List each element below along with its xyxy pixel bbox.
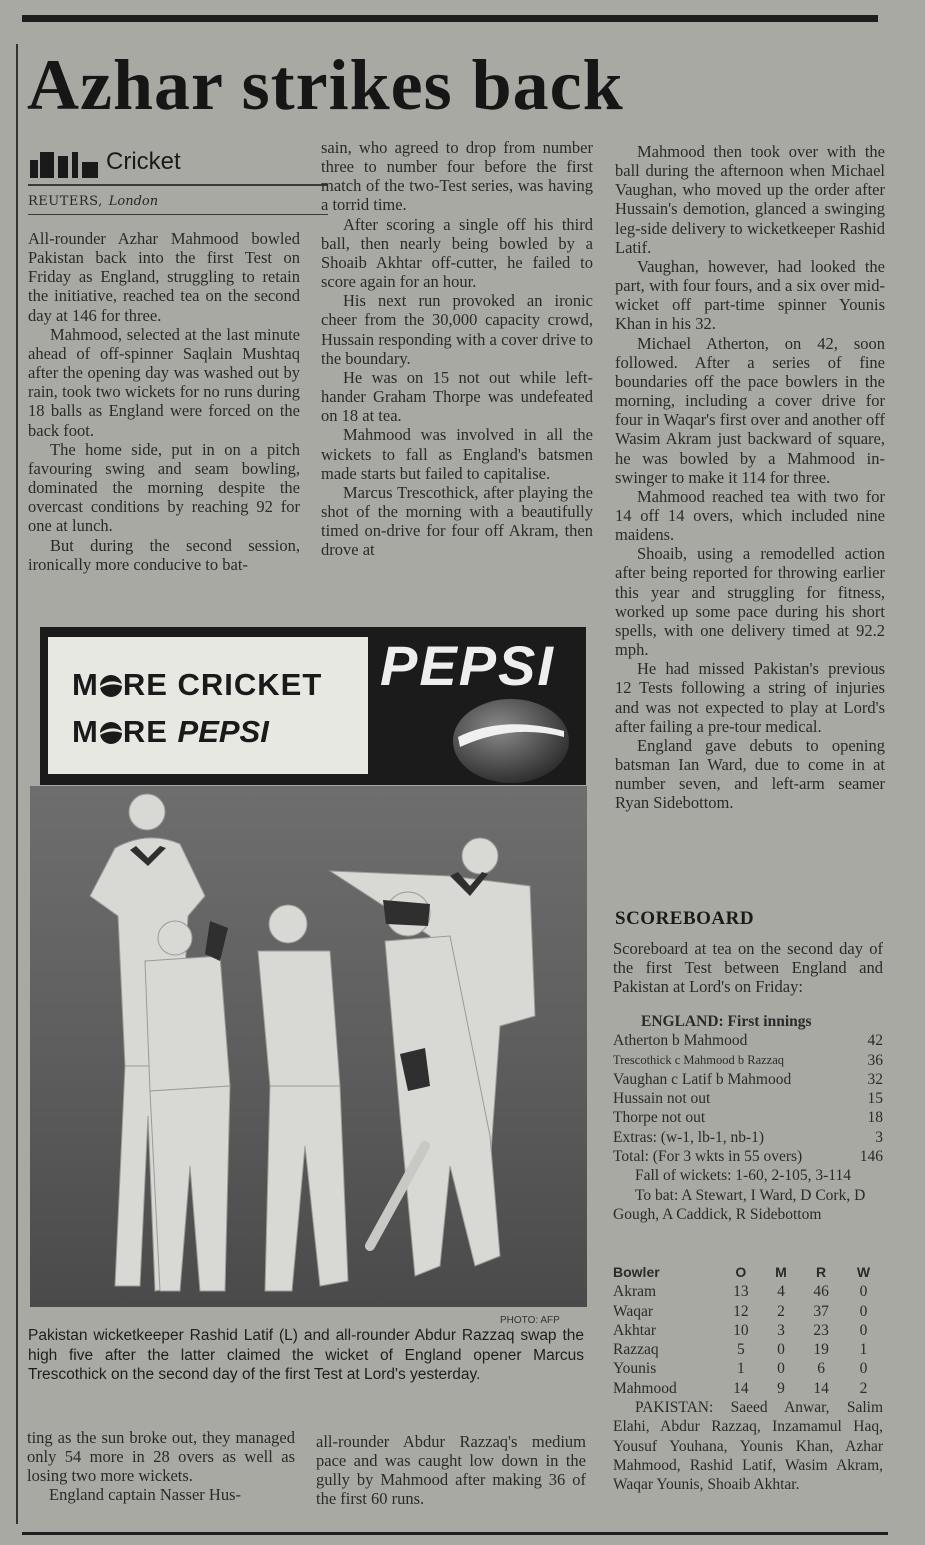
article-paragraph: Mahmood was involved in all the wickets to fall as England's batsmen made starts but failed to capitalise. [321, 425, 593, 483]
article-paragraph: all-rounder Abdur Razzaq's medium pace and was caught low down in the gully by Mahmood after making 36 of the first 60 runs. [316, 1432, 586, 1509]
batting-row: Vaughan c Latif b Mahmood 32 [613, 1070, 883, 1088]
batting-row: Hussain not out 15 [613, 1090, 883, 1108]
headline: Azhar strikes back [27, 45, 624, 125]
batting-row: Thorpe not out 18 [613, 1109, 883, 1127]
bowling-row: Younis 1 0 6 0 [613, 1360, 868, 1378]
match-photo [30, 786, 587, 1307]
article-paragraph: Shoaib, using a remodelled action after being reported for throwing earlier this year and struggling for fitness, worked up some pace during his short spells, with one delivery timed at 92.2 mph. [615, 544, 885, 660]
batting-row: Trescothick c Mahmood b Razzaq 36 [613, 1051, 883, 1069]
bowling-row: Razzaq 5 0 19 1 [613, 1341, 868, 1359]
article-paragraph: He had missed Pakistan's previous 12 Tests following a string of injuries and was not expected to play at Lord's after failing a pre-tour medical. [615, 659, 885, 736]
bottom-rule [22, 1532, 888, 1535]
pepsi-advert [40, 627, 586, 785]
article-column-2 [321, 138, 593, 559]
bowling-row: Akhtar 10 3 23 0 [613, 1321, 868, 1339]
section-logo-icon [30, 152, 102, 178]
section-header [28, 146, 328, 186]
fall-of-wickets: Fall of wickets: 1-60, 2-105, 3-114 [635, 1167, 851, 1185]
advert-slogan-box [48, 637, 368, 774]
article-paragraph: After scoring a single off his third ball, then nearly being bowled by a Shoaib Akhtar off-cutter, he failed to score again for an hour. [321, 214, 593, 292]
pepsi-globe-icon [452, 687, 570, 783]
article-paragraph: sain, who agreed to drop from number three to number four before the first match of the two-Test series, was having a torrid time. [321, 138, 593, 215]
article-column-5 [316, 1432, 586, 1509]
byline [28, 194, 328, 215]
pepsi-brand-logo: PEPSI [380, 634, 555, 697]
bowling-header-row: Bowler O M R W [613, 1264, 871, 1280]
bowling-row: Akram 13 4 46 0 [613, 1283, 868, 1301]
article-paragraph: Mahmood then took over with the ball during the afternoon when Michael Vaughan, who moved up the order after Hussain's demotion, glanced a swinging leg-side delivery to wicketkeeper Rashid Latif. [615, 142, 885, 257]
article-paragraph: England captain Nasser Hus- [49, 1485, 241, 1505]
article-paragraph: He was on 15 not out while left-hander Graham Thorpe was undefeated on 18 at tea. [321, 367, 593, 426]
batting-row: Extras: (w-1, lb-1, nb-1) 3 [613, 1128, 883, 1146]
batting-card [613, 1012, 883, 1224]
article-paragraph: Mahmood, selected at the last minute ahead of off-spinner Saqlain Mushtaq after the opening day was washed out by rain, took two wickets for no runs during 18 balls as England were forced on the back foot. [28, 324, 300, 440]
pepsi-globe-small-icon [99, 721, 123, 745]
scoreboard-title: SCOREBOARD [615, 908, 755, 929]
article-column-1 [28, 229, 300, 574]
article-paragraph: ting as the sun broke out, they managed only 54 more in 28 overs as well as losing two more wickets. [27, 1428, 295, 1486]
bowling-row: Mahmood 14 9 14 2 [613, 1379, 868, 1397]
article-paragraph: Vaughan, however, had looked the part, with four fours, and a six over mid-wicket off part-time spinner Younis Khan in his 32. [615, 256, 885, 334]
innings-heading: ENGLAND: First innings [641, 1013, 812, 1030]
article-paragraph: His next run provoked an ironic cheer from the 30,000 capacity crowd, Hussain responding with a cover drive to the boundary. [321, 291, 593, 368]
article-paragraph: Mahmood reached tea with two for 14 off 14 overs, which included nine maidens. [615, 486, 885, 545]
photo-caption: Pakistan wicketkeeper Rashid Latif (L) and all-rounder Abdur Razzaq swap the high five after the latter claimed the wicket of England opener Marcus Trescothick on the second day of the first Test at Lord's yesterday. [28, 1327, 584, 1383]
pakistan-team: PAKISTAN: Saeed Anwar, Salim Elahi, Abdur Razzaq, Inzamamul Haq, Yousuf Youhana, Younis Khan, Azhar Mahmood, Rashid Latif, Wasim Akram, Waqar Younis, Shoaib Akhtar. [613, 1399, 883, 1494]
batting-row: Atherton b Mahmood 42 [613, 1032, 883, 1050]
article-paragraph: Marcus Trescothick, after playing the shot of the morning with a beautifully timed on-drive for four off Akram, then drove at [321, 482, 593, 560]
article-column-3 [615, 142, 885, 812]
to-bat: To bat: A Stewart, I Ward, D Cork, D Gough, A Caddick, R Sidebottom [613, 1186, 866, 1223]
top-rule [22, 15, 878, 22]
byline-place: London [108, 194, 159, 209]
bowling-card [613, 1263, 883, 1398]
scoreboard-intro: Scoreboard at tea on the second day of the first Test between England and Pakistan at Lord's on Friday: [613, 939, 883, 997]
byline-agency: REUTERS, [28, 194, 103, 209]
article-column-4 [27, 1428, 295, 1505]
article-paragraph: The home side, put in on a pitch favouring swing and seam bowling, dominated the morning despite the overcast conditions by reaching 92 for one at lunch. [28, 439, 300, 536]
advert-slogan-line-2: M RE PEPSI [72, 714, 269, 749]
advert-slogan-line-1: M RE CRICKET [72, 667, 323, 702]
bowling-row: Waqar 12 2 37 0 [613, 1302, 868, 1320]
photo-credit: PHOTO: AFP [500, 1315, 560, 1326]
pepsi-globe-small-icon [99, 674, 123, 698]
section-name: Cricket [106, 148, 181, 175]
column-rule [16, 44, 18, 1524]
article-paragraph: All-rounder Azhar Mahmood bowled Pakistan back into the first Test on Friday as England, struggling to retain the initiative, reached tea on the second day at 146 for three. [28, 229, 300, 325]
article-paragraph: Michael Atherton, on 42, soon followed. After a series of fine boundaries off the pace bowlers in the morning, including a cover drive for four in Waqar's first over and another off Wasim Akram just backward of square, he was bowled by a Mahmood in-swinger to make it 114 for three. [615, 333, 885, 487]
article-paragraph: England gave debuts to opening batsman Ian Ward, due to come in at number seven, and left-arm seamer Ryan Sidebottom. [615, 735, 885, 813]
batting-row: Total: (For 3 wkts in 55 overs) 146 [613, 1148, 883, 1166]
article-paragraph: But during the second session, ironically more conducive to bat- [28, 535, 300, 574]
